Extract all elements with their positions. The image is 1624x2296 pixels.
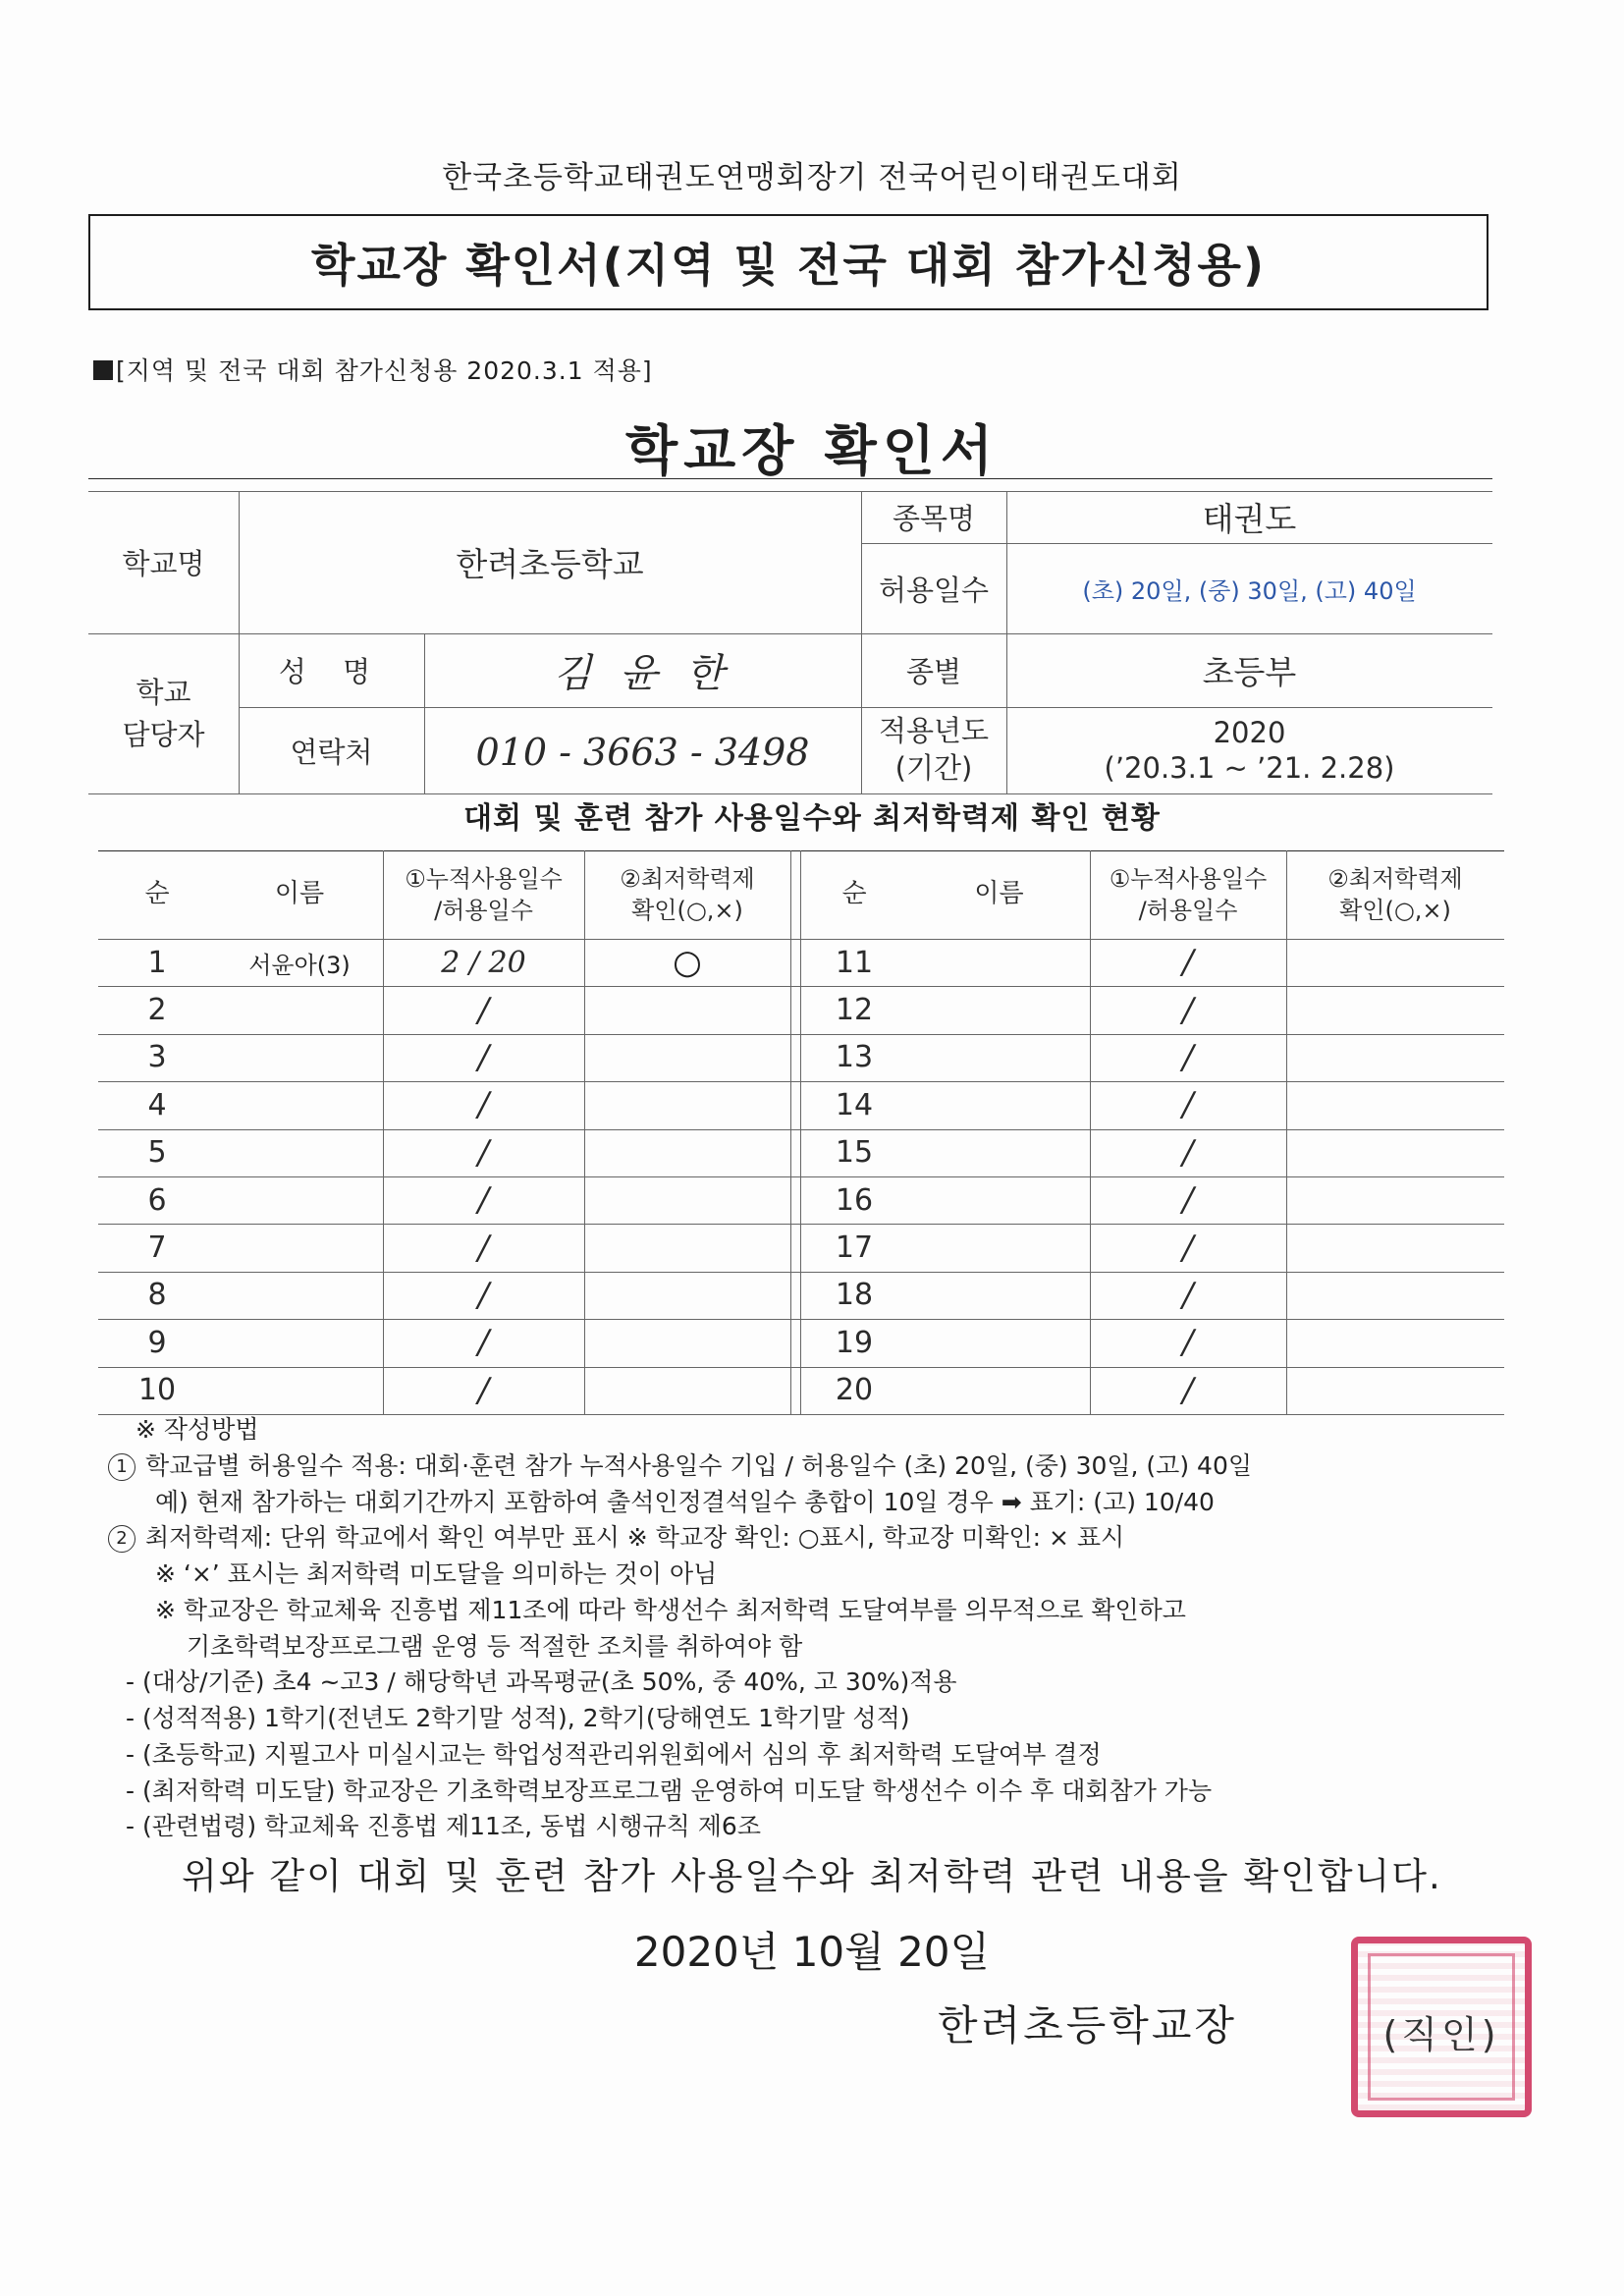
row-check [1286, 1319, 1504, 1366]
method-note-1: ※ ‘×’ 표시는 최저학력 미도달을 의미하는 것이 아님 [155, 1559, 718, 1588]
row-number: 4 [147, 1087, 167, 1122]
school-name-label: 학교명 [122, 547, 205, 580]
row-name [908, 1319, 1090, 1366]
row-check [584, 1319, 790, 1366]
row-check [1286, 1367, 1504, 1414]
col-name-header: 이름 [274, 879, 325, 909]
row-check [584, 1129, 790, 1176]
manager-label: 학교 담당자 [122, 676, 205, 751]
school-name-value: 한려초등학교 [456, 545, 644, 583]
row-number: 20 [835, 1373, 874, 1408]
col-days-header-right [1090, 850, 1286, 939]
row-name [908, 1176, 1090, 1224]
circled-number: 2 [108, 1525, 135, 1553]
row-name [908, 1367, 1090, 1414]
row-name [216, 1367, 383, 1414]
notice-text: [지역 및 전국 대회 참가신청용 2020.3.1 적용] [93, 352, 653, 387]
row-name [908, 1129, 1090, 1176]
row-name [216, 1081, 383, 1128]
row-name [908, 1224, 1090, 1271]
row-number: 17 [835, 1230, 874, 1266]
person-name-label: 성 명 [278, 655, 385, 688]
row-days: / [477, 1132, 490, 1173]
row-check: ○ [673, 943, 702, 983]
row-number: 13 [835, 1040, 874, 1075]
method-dash-5: - (관련법령) 학교체육 진흥법 제11조, 동법 시행규칙 제6조 [126, 1812, 761, 1841]
row-days: / [1182, 1228, 1194, 1268]
row-days: / [1182, 1323, 1194, 1363]
row-days: / [477, 1180, 490, 1221]
row-name [216, 986, 383, 1033]
col-min-header-line1: ②최저학력제 [620, 864, 755, 893]
col-min-header [584, 850, 790, 939]
row-days: / [1182, 1037, 1194, 1077]
row-number: 12 [835, 993, 874, 1028]
year-value-year: 2020 [1213, 715, 1286, 749]
row-number: 9 [147, 1325, 167, 1360]
method-title: ※ 작성방법 [135, 1415, 259, 1444]
document-title-box [88, 214, 1489, 310]
row-check [1286, 1176, 1504, 1224]
row-check [1286, 1272, 1504, 1319]
year-label-line1: 적용년도 [878, 714, 990, 748]
category-value: 초등부 [1202, 653, 1297, 691]
confirmation-statement: 위와 같이 대회 및 훈련 참가 사용일수와 최저학력 관련 내용을 확인합니다. [182, 1855, 1442, 1897]
row-days: 2 / 20 [441, 945, 526, 980]
row-number: 11 [835, 945, 874, 980]
row-check [584, 1034, 790, 1081]
row-days: / [477, 1370, 490, 1410]
row-name [216, 1129, 383, 1176]
allowed-days-value: (초) 20일, (중) 30일, (고) 40일 [1082, 576, 1417, 605]
sport-value: 태권도 [1202, 500, 1297, 538]
row-days: / [477, 990, 490, 1030]
section-title: 대회 및 훈련 참가 사용일수와 최저학력제 확인 현황 [463, 801, 1161, 836]
contact-label: 연락처 [290, 735, 373, 769]
row-days: / [477, 1228, 490, 1268]
row-check [1286, 986, 1504, 1033]
row-days: / [477, 1085, 490, 1125]
row-name: 서윤아(3) [248, 951, 351, 979]
row-number: 6 [147, 1182, 167, 1218]
seal-label: (직인) [1382, 2013, 1500, 2056]
row-number: 1 [147, 945, 167, 980]
row-check [1286, 1081, 1504, 1128]
row-name [908, 1272, 1090, 1319]
circled-number: 1 [108, 1453, 135, 1481]
row-days: / [1182, 943, 1194, 983]
event-title: 한국초등학교태권도연맹회장기 전국어린이태권도대회 [442, 160, 1182, 195]
method-note-2: ※ 학교장은 학교체육 진흥법 제11조에 따라 학생선수 최저학력 도달여부를 의무적으로 확인하고 [155, 1595, 1186, 1624]
row-days: / [477, 1323, 490, 1363]
row-check [1286, 1034, 1504, 1081]
row-check [1286, 1129, 1504, 1176]
row-number: 3 [147, 1040, 167, 1075]
sport-label: 종목명 [892, 502, 976, 535]
row-name [908, 986, 1090, 1033]
row-days: / [1182, 990, 1194, 1030]
row-days: / [477, 1275, 490, 1315]
row-days: / [1182, 1180, 1194, 1221]
method-item-1 [108, 1449, 1512, 1485]
row-days: / [1182, 1275, 1194, 1315]
row-number: 18 [835, 1278, 874, 1313]
method-item-2-text: 최저학력제: 단위 학교에서 확인 여부만 표시 ※ 학교장 확인: ○표시, 학교장 미확인: × 표시 [145, 1523, 1125, 1553]
col-min-header-right-line2: 확인(○,×) [1339, 897, 1451, 924]
year-value-period: (’20.3.1 ~ ’21. 2.28) [1104, 751, 1395, 785]
col-min-header-line2: 확인(○,×) [631, 897, 743, 924]
contact-value: 010 - 3663 - 3498 [475, 731, 810, 774]
row-days: / [1182, 1132, 1194, 1173]
row-days: / [1182, 1370, 1194, 1410]
row-days: / [1182, 1085, 1194, 1125]
row-check [584, 1081, 790, 1128]
year-value [1006, 707, 1492, 793]
row-name [216, 1034, 383, 1081]
method-dash-2: - (성적적용) 1학기(전년도 2학기말 성적), 2학기(당해연도 1학기말 성적) [126, 1704, 910, 1732]
person-name-value: 김 윤 한 [553, 651, 732, 696]
issue-date: 2020년 10월 20일 [633, 1928, 991, 1976]
row-number: 15 [835, 1135, 874, 1171]
row-number: 7 [147, 1230, 167, 1266]
row-check [1286, 1224, 1504, 1271]
row-check [584, 1224, 790, 1271]
method-dash-3: - (초등학교) 지필고사 미실시교는 학업성적관리위원회에서 심의 후 최저학력 도달여부 결정 [126, 1739, 1102, 1769]
writing-method [108, 1412, 1512, 1845]
row-check [584, 986, 790, 1033]
col-days-header-right-line2: /허용일수 [1138, 897, 1238, 924]
page-title: 학교장 확인서 [625, 419, 999, 482]
row-number: 19 [835, 1325, 874, 1360]
row-number: 16 [835, 1182, 874, 1218]
method-item-2 [108, 1520, 1512, 1557]
row-name [216, 1272, 383, 1319]
col-days-header [383, 850, 584, 939]
document-title: 학교장 확인서(지역 및 전국 대회 참가신청용) [311, 239, 1266, 292]
col-days-header-line2: /허용일수 [434, 897, 533, 924]
row-check [1286, 939, 1504, 986]
method-item-1-text: 학교급별 허용일수 적용: 대회·훈련 참가 누적사용일수 기입 / 허용일수 (초) 20일, (중) 30일, (고) 40일 [145, 1450, 1252, 1480]
year-label-line2: (기간) [894, 751, 973, 785]
col-days-header-right-line1: ①누적사용일수 [1109, 864, 1268, 893]
row-name [908, 939, 1090, 986]
method-dash-4: - (최저학력 미도달) 학교장은 기초학력보장프로그램 운영하여 미도달 학생선수 이수 후 대회참가 가능 [126, 1776, 1213, 1805]
row-name [908, 1034, 1090, 1081]
col-name-header-right: 이름 [974, 879, 1024, 909]
allowed-days-label: 허용일수 [878, 573, 990, 607]
col-no-header: 순 [144, 879, 170, 909]
row-check [584, 1367, 790, 1414]
category-label: 종별 [905, 655, 962, 688]
method-dash-1: - (대상/기준) 초4 ~고3 / 해당학년 과목평균(초 50%, 중 40%, 고 30%)적용 [126, 1667, 957, 1697]
rule [790, 850, 791, 1414]
row-name [216, 1319, 383, 1366]
official-seal [1351, 1937, 1532, 2117]
rule [88, 478, 1492, 479]
row-days: / [477, 1037, 490, 1077]
row-name [216, 1176, 383, 1224]
row-number: 10 [137, 1373, 177, 1408]
row-number: 8 [147, 1278, 167, 1313]
method-item-1-example: 예) 현재 참가하는 대회기간까지 포함하여 출석인정결석일수 총합이 10일 경우 ➡ 표기: (고) 10/40 [155, 1487, 1215, 1516]
row-name [908, 1081, 1090, 1128]
row-name [216, 1224, 383, 1271]
row-number: 14 [835, 1087, 874, 1122]
col-days-header-line1: ①누적사용일수 [405, 864, 563, 893]
col-min-header-right-line1: ②최저학력제 [1327, 864, 1463, 893]
principal-signature: 한려초등학교장 [938, 2001, 1238, 2050]
row-check [584, 1176, 790, 1224]
year-label [861, 707, 1006, 793]
col-no-header-right: 순 [841, 879, 867, 909]
row-number: 2 [147, 993, 167, 1028]
row-check [584, 1272, 790, 1319]
row-number: 5 [147, 1135, 167, 1171]
method-note-2b: 기초학력보장프로그램 운영 등 적절한 조치를 취하여야 함 [187, 1631, 803, 1661]
col-min-header-right [1286, 850, 1504, 939]
